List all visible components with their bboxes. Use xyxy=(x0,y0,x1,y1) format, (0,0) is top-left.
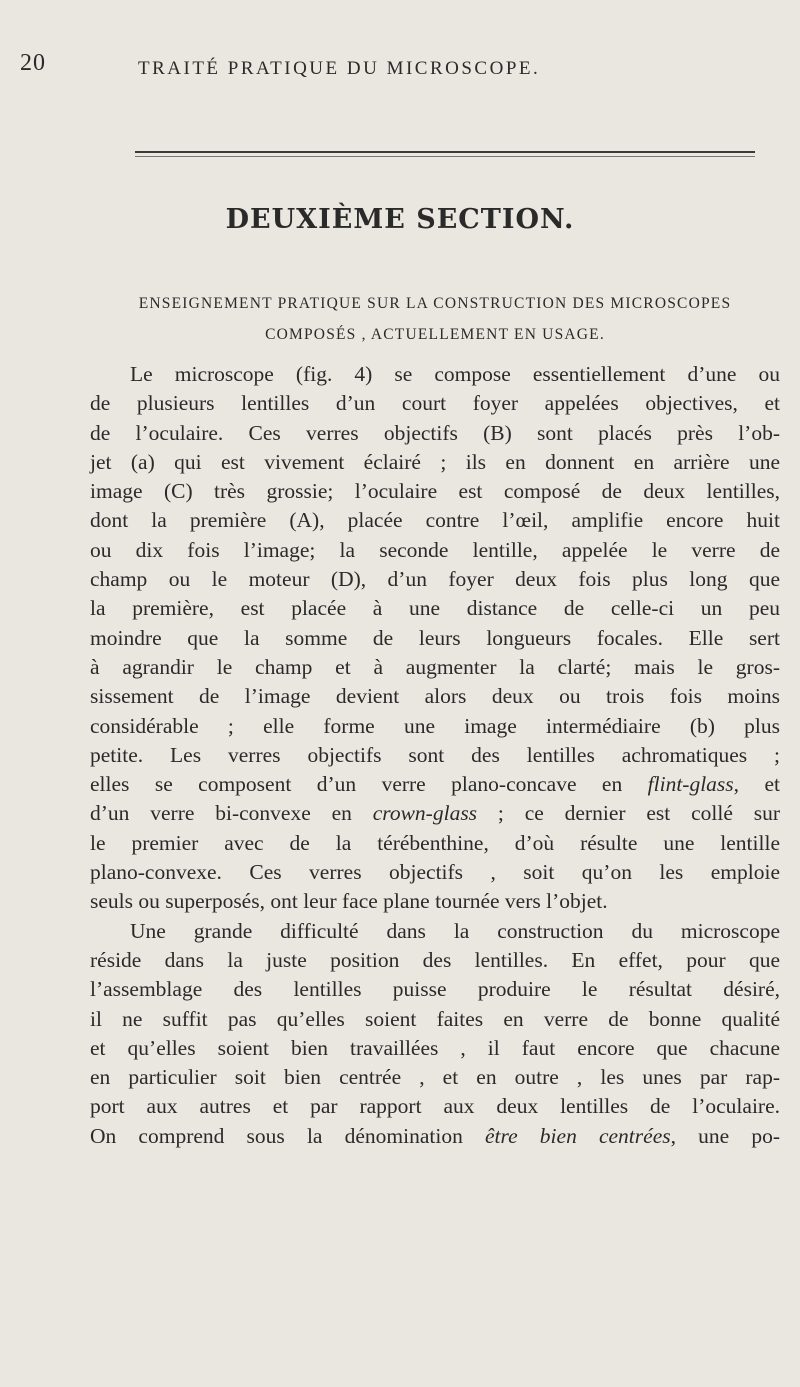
text-line: image (C) très grossie; l’oculaire est composé de deux lentilles, xyxy=(90,479,780,504)
text-line: moindre que la somme de leurs longueurs focales. Elle sert xyxy=(90,625,780,650)
text-line: de plusieurs lentilles d’un court foyer appelées objectives, et xyxy=(90,391,780,416)
text-line: seuls ou superposés, ont leur face plane tournée vers l’objet. xyxy=(90,889,608,914)
text-line: port aux autres et par rapport aux deux lentilles de l’oculaire. xyxy=(90,1094,780,1119)
section-title: DEUXIÈME SECTION. xyxy=(225,204,575,235)
header-rule xyxy=(135,151,755,153)
text-line: sissement de l’image devient alors deux ou trois fois moins xyxy=(90,684,780,709)
text-line: On comprend sous la dénomination être bien centrées, une po- xyxy=(90,1123,780,1148)
text-line: Une grande difficulté dans la construction du microscope xyxy=(130,918,780,943)
text-line: considérable ; elle forme une image intermédiaire (b) plus xyxy=(90,713,780,738)
body-text xyxy=(90,360,780,1151)
text-line: d’un verre bi-convexe en crown-glass ; ce dernier est collé sur xyxy=(90,801,780,826)
text-line: en particulier soit bien centrée , et en outre , les unes par rap- xyxy=(90,1065,780,1090)
text-line: plano-convexe. Ces verres objectifs , soit qu’on les emploie xyxy=(90,860,780,885)
text-line: il ne suffit pas qu’elles soient faites en verre de bonne qualité xyxy=(90,1006,780,1031)
text-line: ou dix fois l’image; la seconde lentille, appelée le verre de xyxy=(90,537,780,562)
header-rule-thin xyxy=(135,156,755,157)
text-line: Le microscope (fig. 4) se compose essentiellement d’une ou xyxy=(130,362,780,386)
page-number: 20 xyxy=(20,50,46,76)
text-line: l’assemblage des lentilles puisse produire le résultat désiré, xyxy=(90,977,780,1002)
subtitle-line: COMPOSÉS , ACTUELLEMENT EN USAGE. xyxy=(265,326,605,343)
text-line: la première, est placée à une distance de celle-ci un peu xyxy=(90,596,780,621)
text-line: de l’oculaire. Ces verres objectifs (B) sont placés près l’ob- xyxy=(90,420,780,445)
text-line: champ ou le moteur (D), d’un foyer deux fois plus long que xyxy=(90,567,780,592)
text-line: jet (a) qui est vivement éclairé ; ils en donnent en arrière une xyxy=(90,449,780,474)
text-line: dont la première (A), placée contre l’œil, amplifie encore huit xyxy=(90,508,780,533)
text-line: petite. Les verres objectifs sont des lentilles achromatiques ; xyxy=(90,742,780,767)
text-line: réside dans la juste position des lentilles. En effet, pour que xyxy=(90,947,780,972)
subtitle-line: ENSEIGNEMENT PRATIQUE SUR LA CONSTRUCTION DES MICROSCOPES xyxy=(138,295,732,312)
text-line: le premier avec de la térébenthine, d’où résulte une lentille xyxy=(90,830,780,855)
running-head: TRAITÉ PRATIQUE DU MICROSCOPE. xyxy=(138,58,541,79)
section-subtitle xyxy=(110,288,760,350)
text-line: et qu’elles soient bien travaillées , il faut encore que chacune xyxy=(90,1035,780,1060)
text-line: à agrandir le champ et à augmenter la clarté; mais le gros- xyxy=(90,654,780,679)
text-line: elles se composent d’un verre plano-concave en flint-glass, et xyxy=(90,772,780,797)
